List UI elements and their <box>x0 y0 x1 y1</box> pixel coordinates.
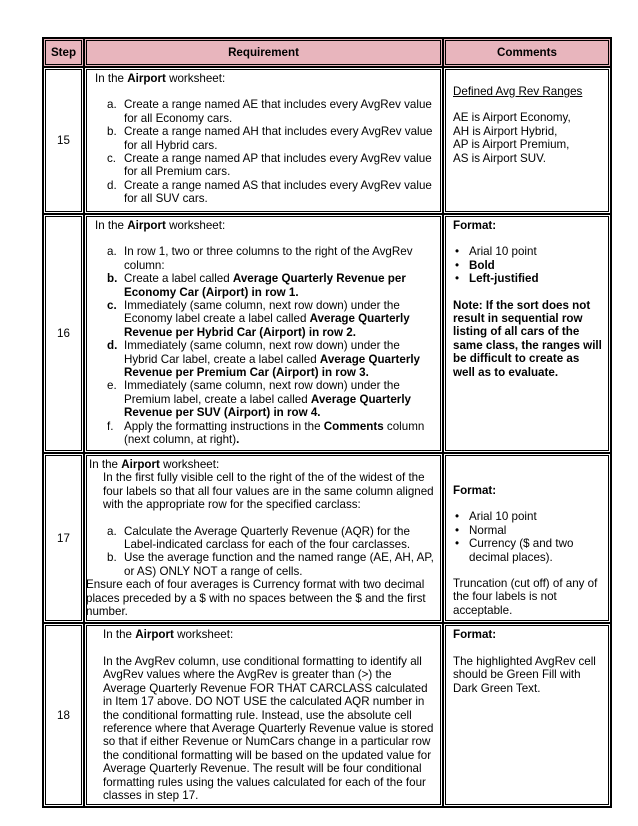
comments-cell <box>443 453 611 623</box>
header-step: Step <box>43 38 84 67</box>
step-row-18 <box>43 623 611 807</box>
comment-heading: Defined Avg Rev Ranges <box>453 85 583 98</box>
list-item: c. Create a range named AP that includes every AvgRev value for all Premium cars. <box>107 152 432 179</box>
list-item: b. Use the average function and the named range (AE, AH, AP, or AS) ONLY NOT a range of cells. <box>107 551 434 578</box>
comments-cell <box>443 67 611 214</box>
list-item: • Arial 10 point <box>455 510 537 524</box>
step-number: 17 <box>43 453 84 623</box>
tail-text: Ensure each of four averages is Currency format with two decimal places preceded by a $ with no spaces between the $ and the first number. <box>86 578 426 619</box>
step-row-15 <box>43 67 611 214</box>
comments-cell <box>443 214 611 453</box>
comments-cell <box>443 623 611 807</box>
list-item: a. Create a range named AE that includes every AvgRev value for all Economy cars. <box>107 98 432 125</box>
comment-heading: Format: <box>453 484 497 497</box>
intro: In the Airport worksheet: <box>95 72 226 85</box>
list-item: a. In row 1, two or three columns to the right of the AvgRev column: <box>107 245 413 272</box>
comment-note: Truncation (cut off) of any of the four labels is not acceptable. <box>453 577 598 617</box>
comment-heading: Format: <box>453 219 497 232</box>
comment-heading: Format: <box>453 628 497 642</box>
comment-line: AS is Airport SUV. <box>453 151 547 165</box>
body-text: In the AvgRev column, use conditional formatting to identify all AvgRev values where the AvgRev is greater than (>) the Average Quarterly Revenue FOR THAT CARCLASS calculated in Item 17 above. DO NOT USE the calculated AQR number in the conditional formatting rule. Instead, use the absolute cell reference where that Average Quarterly Revenue value is stored so that if either Revenue or NumCars change in a particular row the conditional formatting will be based on the updated value for Average Quarterly Revenue. The result will be four conditional formatting rules using the values calculated for each of the four classes in step 17. <box>103 654 434 802</box>
step-number: 18 <box>43 623 84 807</box>
comment-note: The highlighted AvgRev cell should be Green Fill with Dark Green Text. <box>453 654 596 695</box>
list-item: • Left-justified <box>455 272 539 286</box>
comment-note: Note: If the sort does not result in sequential row listing of all cars of the same class, the ranges will be difficult to create as well as to evaluate. <box>453 298 602 379</box>
step-number: 15 <box>43 67 84 214</box>
requirement-cell <box>84 453 443 623</box>
requirement-cell <box>84 623 443 807</box>
intro: In the Airport worksheet: <box>103 628 234 642</box>
requirement-cell <box>84 214 443 453</box>
list-item: d. Immediately (same column, next row down) under the Hybrid Car label, create a label called Average Quarterly Revenue per Premium Car (Airport) in row 3. <box>107 339 421 380</box>
sub-steps <box>95 98 436 205</box>
list-item: e. Immediately (same column, next row down) under the Premium label, create a label called Average Quarterly Revenue per SUV (Airport) in row 4. <box>107 379 411 420</box>
header-comments: Comments <box>443 38 611 67</box>
comment-line: AE is Airport Economy, <box>453 111 571 125</box>
format-list <box>453 245 602 285</box>
list-item: • Normal <box>455 523 507 537</box>
list-item: c. Immediately (same column, next row down) under the Economy label create a label called Average Quarterly Revenue per Hybrid Car (Airport) in row 2. <box>107 299 410 339</box>
list-item: b. Create a range named AH that includes every AvgRev value for all Hybrid cars. <box>107 125 433 152</box>
comment-line: AP is Airport Premium, <box>453 138 570 152</box>
sub-steps <box>89 525 436 579</box>
list-item: f. Apply the formatting instructions in the Comments column (next column, at right). <box>107 419 425 447</box>
step-row-17 <box>43 453 611 623</box>
sub-steps <box>95 245 436 446</box>
header-row <box>43 38 611 67</box>
lead-text: In the first fully visible cell to the right of the of the widest of the four labels so that all four values are in the same column aligned with the appropriate row for the specified carclass: <box>103 471 434 512</box>
list-item: • Arial 10 point <box>455 245 537 259</box>
steps-table <box>42 37 612 808</box>
comment-line: AH is Airport Hybrid, <box>453 124 558 138</box>
intro: In the Airport worksheet: <box>95 219 226 232</box>
intro: In the Airport worksheet: <box>89 458 220 471</box>
header-requirement: Requirement <box>84 38 443 67</box>
step-number: 16 <box>43 214 84 453</box>
list-item: d. Create a range named AS that includes every AvgRev value for all SUV cars. <box>107 178 432 206</box>
step-row-16 <box>43 214 611 453</box>
list-item: • Bold <box>455 258 495 272</box>
requirement-cell <box>84 67 443 214</box>
list-item: a. Calculate the Average Quarterly Revenue (AQR) for the Label-indicated carclass for each of the four carclasses. <box>107 524 411 552</box>
list-item: • Currency ($ and two decimal places). <box>455 537 574 564</box>
list-item: b. Create a label called Average Quarterly Revenue per Economy Car (Airport) in row 1. <box>107 272 406 299</box>
format-list <box>453 510 602 564</box>
